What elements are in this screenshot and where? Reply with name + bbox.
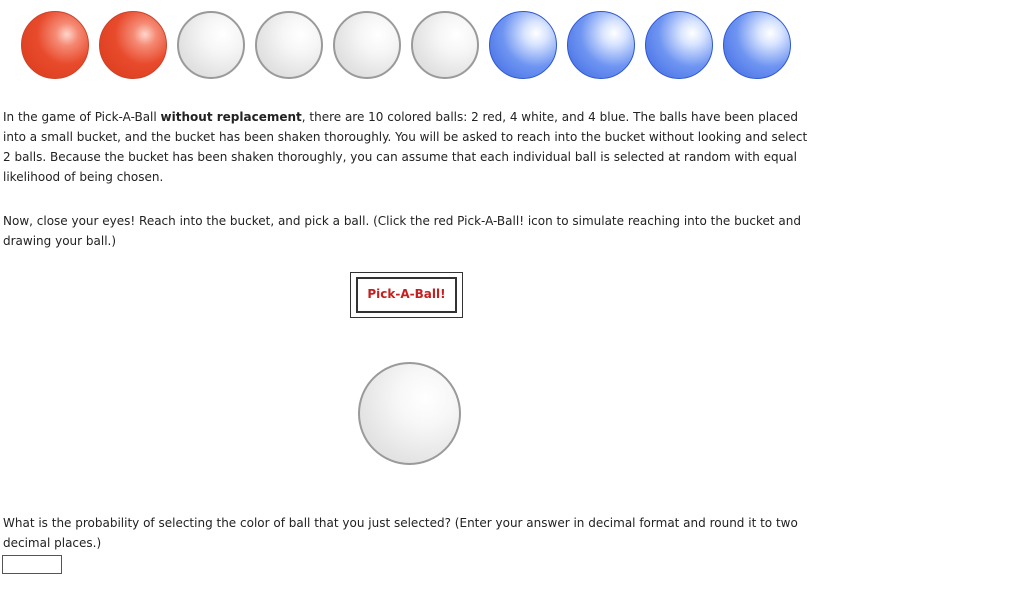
pick-a-ball-button-label: Pick-A-Ball! xyxy=(356,277,457,313)
red-ball-1 xyxy=(21,11,89,79)
white-ball-3 xyxy=(333,11,401,79)
intro-text-end: , there are 10 colored balls: 2 red, 4 white, and 4 blue. The balls have been placed into a small bucket, and the bucket has been shaken thoroughly. You will be asked to reach into the bucket without looking and select 2 balls. Because the bucket has been shaken thoroughly, you can assume that each individual ball is selected at random with equal likelihood of being chosen. xyxy=(3,110,808,184)
white-ball-1 xyxy=(177,11,245,79)
blue-ball-1 xyxy=(489,11,557,79)
question-paragraph: What is the probability of selecting the color of ball that you just selected? (Enter your answer in decimal format and round it to two decimal places.) xyxy=(3,516,798,550)
answer-input[interactable] xyxy=(2,555,62,574)
intro-paragraph xyxy=(3,107,813,187)
instruction-paragraph: Now, close your eyes! Reach into the bucket, and pick a ball. (Click the red Pick-A-Ball! icon to simulate reaching into the bucket and drawing your ball.) xyxy=(3,214,801,248)
red-ball-2 xyxy=(99,11,167,79)
pick-a-ball-button[interactable] xyxy=(350,272,463,318)
white-ball-4 xyxy=(411,11,479,79)
blue-ball-4 xyxy=(723,11,791,79)
blue-ball-2 xyxy=(567,11,635,79)
white-ball-2 xyxy=(255,11,323,79)
blue-ball-3 xyxy=(645,11,713,79)
selected-ball-white xyxy=(358,362,461,465)
ball-set xyxy=(21,11,801,79)
intro-bold-text: without replacement xyxy=(160,110,302,124)
intro-text-start: In the game of Pick-A-Ball xyxy=(3,110,161,124)
